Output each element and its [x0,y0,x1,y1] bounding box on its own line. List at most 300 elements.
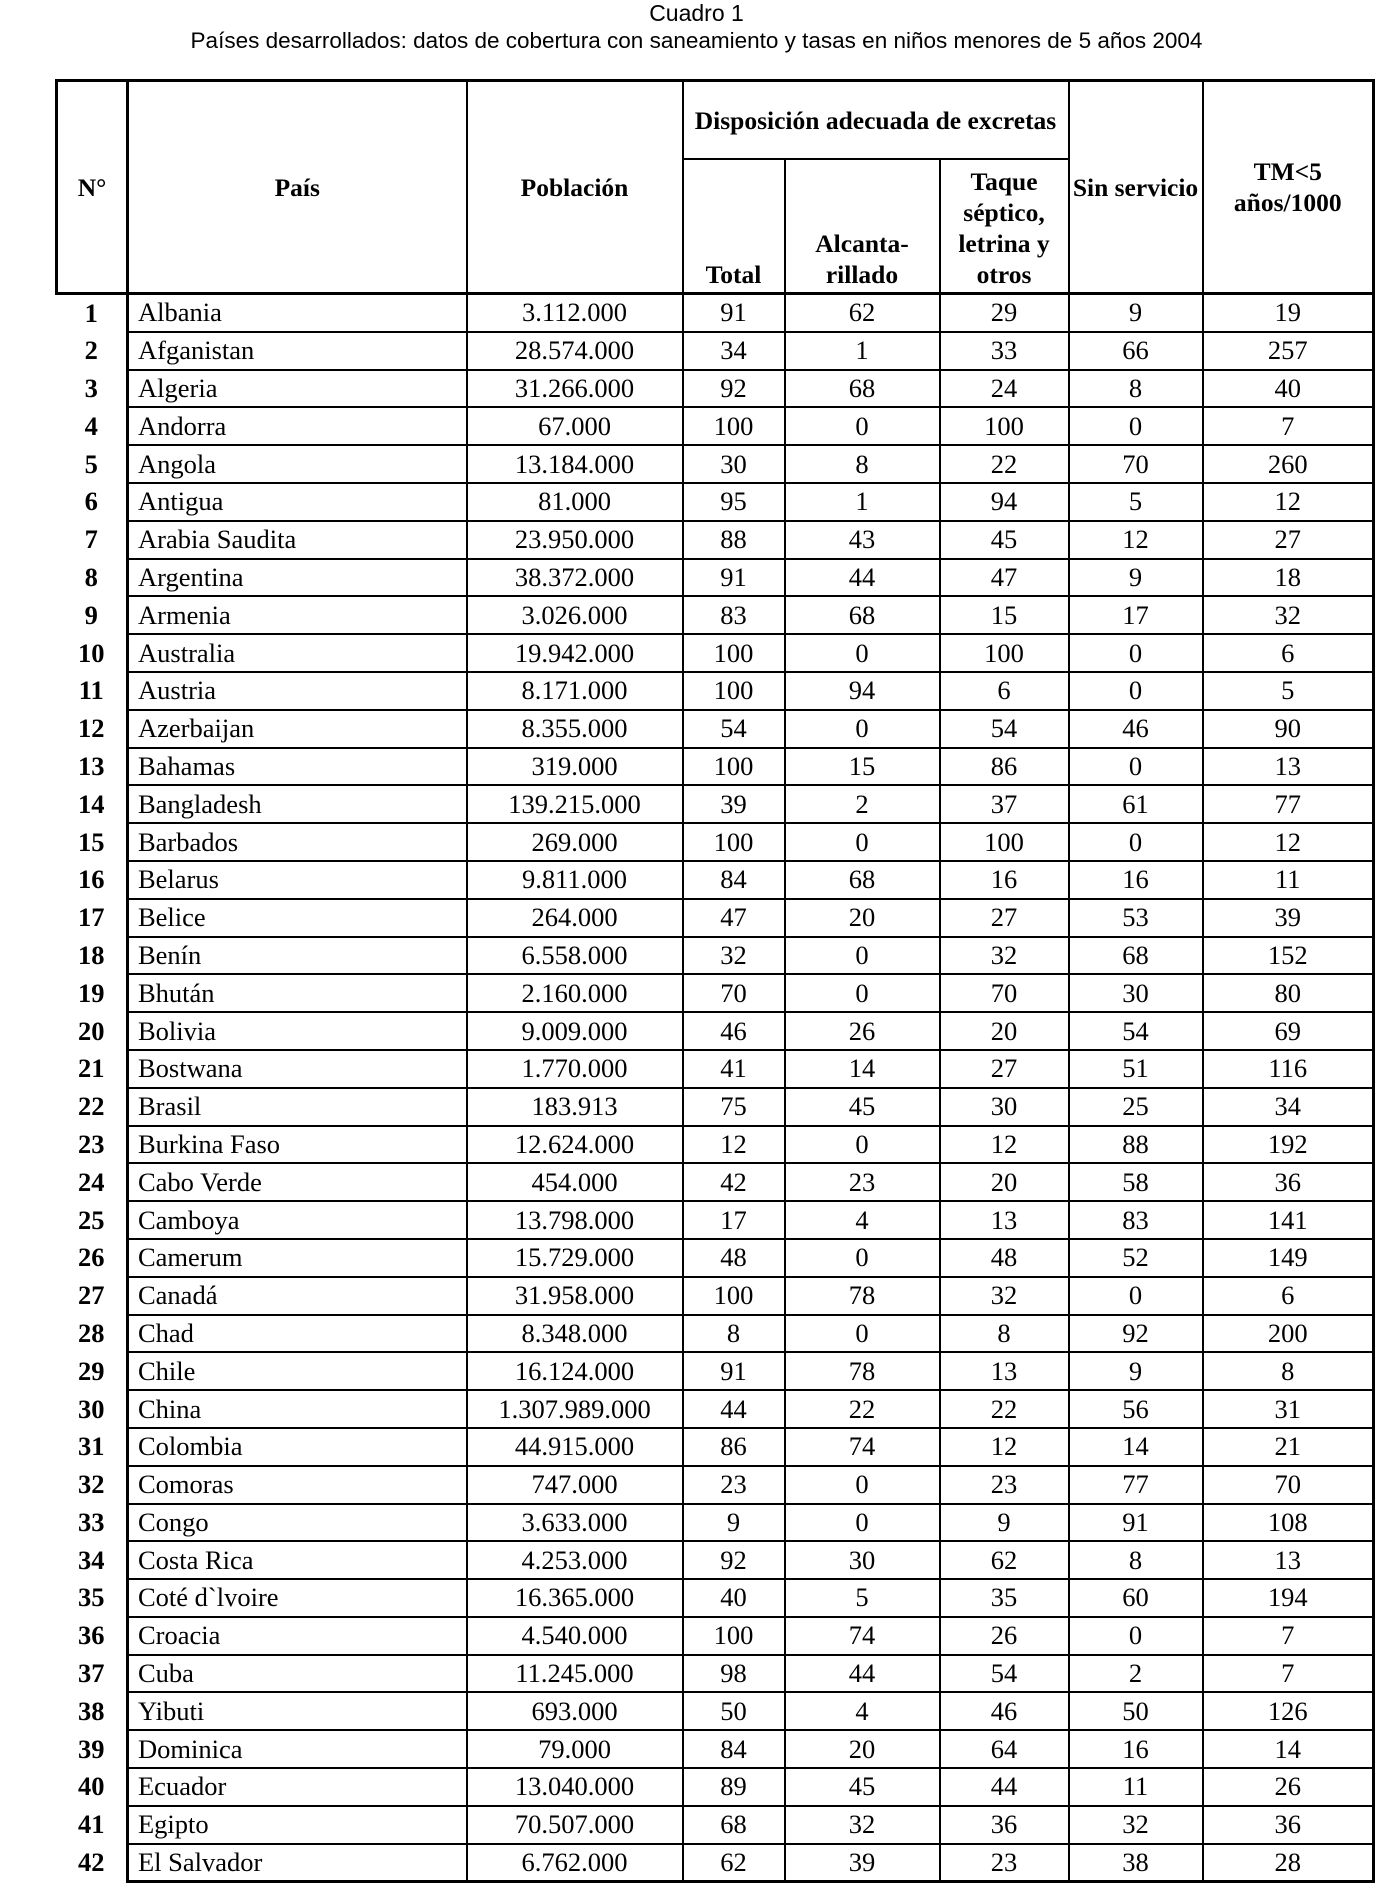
cell-alcantarillado: 74 [785,1617,940,1655]
cell-taque: 54 [940,1655,1069,1693]
cell-tm5: 108 [1203,1504,1374,1542]
cell-tm5: 7 [1203,1655,1374,1693]
cell-alcantarillado: 14 [785,1050,940,1088]
cell-alcantarillado: 15 [785,748,940,786]
cell-total: 70 [683,974,785,1012]
cell-total: 91 [683,1352,785,1390]
cell-pais: Ecuador [128,1768,467,1806]
cell-tm5: 40 [1203,370,1374,408]
cell-pais: Australia [128,634,467,672]
cell-poblacion: 183.913 [467,1088,683,1126]
cell-poblacion: 693.000 [467,1692,683,1730]
cell-alcantarillado: 0 [785,823,940,861]
cell-alcantarillado: 23 [785,1163,940,1201]
cell-taque: 23 [940,1844,1069,1882]
cell-total: 9 [683,1504,785,1542]
cell-tm5: 34 [1203,1088,1374,1126]
cell-poblacion: 44.915.000 [467,1428,683,1466]
cell-total: 100 [683,634,785,672]
cell-poblacion: 13.184.000 [467,445,683,483]
cell-alcantarillado: 43 [785,521,940,559]
cell-sin-servicio: 30 [1069,974,1203,1012]
cell-pais: Angola [128,445,467,483]
cell-no: 27 [57,1277,128,1315]
cell-total: 62 [683,1844,785,1882]
cell-total: 100 [683,748,785,786]
cell-no: 9 [57,596,128,634]
cell-alcantarillado: 20 [785,1730,940,1768]
cell-pais: Cuba [128,1655,467,1693]
cell-pais: Arabia Saudita [128,521,467,559]
cell-taque: 100 [940,407,1069,445]
cell-sin-servicio: 88 [1069,1126,1203,1164]
cell-sin-servicio: 32 [1069,1806,1203,1844]
table-caption-subtitle: Países desarrollados: datos de cobertura con saneamiento y tasas en niños menores de 5 años 2004 [190,28,1203,53]
table-row [57,332,1374,370]
cell-pais: Canadá [128,1277,467,1315]
header-alcantarillado: Alcanta- rillado [785,159,940,294]
cell-tm5: 6 [1203,1277,1374,1315]
cell-pais: El Salvador [128,1844,467,1882]
cell-no: 35 [57,1579,128,1617]
cell-sin-servicio: 52 [1069,1239,1203,1277]
cell-taque: 45 [940,521,1069,559]
cell-sin-servicio: 51 [1069,1050,1203,1088]
cell-tm5: 39 [1203,899,1374,937]
cell-tm5: 116 [1203,1050,1374,1088]
cell-alcantarillado: 0 [785,710,940,748]
cell-no: 39 [57,1730,128,1768]
cell-taque: 70 [940,974,1069,1012]
cell-sin-servicio: 16 [1069,1730,1203,1768]
cell-taque: 35 [940,1579,1069,1617]
cell-sin-servicio: 91 [1069,1504,1203,1542]
cell-pais: Belarus [128,861,467,899]
cell-pais: Antigua [128,483,467,521]
cell-taque: 13 [940,1352,1069,1390]
cell-tm5: 27 [1203,521,1374,559]
cell-taque: 94 [940,483,1069,521]
cell-sin-servicio: 5 [1069,483,1203,521]
table-row [57,1428,1374,1466]
cell-sin-servicio: 70 [1069,445,1203,483]
cell-poblacion: 31.958.000 [467,1277,683,1315]
cell-total: 91 [683,559,785,597]
table-row [57,1504,1374,1542]
cell-poblacion: 4.253.000 [467,1541,683,1579]
cell-poblacion: 454.000 [467,1163,683,1201]
cell-no: 16 [57,861,128,899]
cell-sin-servicio: 8 [1069,1541,1203,1579]
cell-no: 23 [57,1126,128,1164]
cell-poblacion: 8.171.000 [467,672,683,710]
cell-poblacion: 15.729.000 [467,1239,683,1277]
cell-no: 26 [57,1239,128,1277]
cell-pais: Burkina Faso [128,1126,467,1164]
cell-total: 83 [683,596,785,634]
cell-taque: 32 [940,937,1069,975]
cell-poblacion: 747.000 [467,1466,683,1504]
cell-taque: 15 [940,596,1069,634]
cell-taque: 27 [940,1050,1069,1088]
cell-sin-servicio: 0 [1069,748,1203,786]
cell-alcantarillado: 45 [785,1088,940,1126]
cell-total: 95 [683,483,785,521]
table-row [57,634,1374,672]
cell-alcantarillado: 62 [785,294,940,332]
cell-sin-servicio: 66 [1069,332,1203,370]
cell-total: 30 [683,445,785,483]
cell-no: 25 [57,1201,128,1239]
cell-tm5: 13 [1203,1541,1374,1579]
table-row [57,1579,1374,1617]
table-row [57,1655,1374,1693]
cell-no: 20 [57,1012,128,1050]
cell-sin-servicio: 17 [1069,596,1203,634]
cell-tm5: 194 [1203,1579,1374,1617]
cell-poblacion: 2.160.000 [467,974,683,1012]
cell-poblacion: 6.762.000 [467,1844,683,1882]
cell-total: 34 [683,332,785,370]
cell-taque: 44 [940,1768,1069,1806]
table-header [57,81,1374,294]
cell-alcantarillado: 78 [785,1352,940,1390]
cell-alcantarillado: 22 [785,1390,940,1428]
cell-tm5: 21 [1203,1428,1374,1466]
cell-total: 46 [683,1012,785,1050]
table-row [57,1012,1374,1050]
cell-poblacion: 3.112.000 [467,294,683,332]
cell-no: 31 [57,1428,128,1466]
cell-tm5: 31 [1203,1390,1374,1428]
cell-pais: Belice [128,899,467,937]
cell-alcantarillado: 8 [785,445,940,483]
cell-tm5: 13 [1203,748,1374,786]
cell-alcantarillado: 26 [785,1012,940,1050]
cell-pais: Bostwana [128,1050,467,1088]
cell-poblacion: 38.372.000 [467,559,683,597]
cell-sin-servicio: 60 [1069,1579,1203,1617]
cell-taque: 8 [940,1315,1069,1353]
cell-no: 6 [57,483,128,521]
cell-total: 75 [683,1088,785,1126]
cell-no: 7 [57,521,128,559]
cell-taque: 36 [940,1806,1069,1844]
table-row [57,1201,1374,1239]
cell-poblacion: 81.000 [467,483,683,521]
cell-taque: 27 [940,899,1069,937]
cell-pais: Andorra [128,407,467,445]
cell-poblacion: 3.633.000 [467,1504,683,1542]
cell-sin-servicio: 9 [1069,294,1203,332]
cell-alcantarillado: 32 [785,1806,940,1844]
cell-sin-servicio: 77 [1069,1466,1203,1504]
table-row [57,1617,1374,1655]
cell-pais: Yibuti [128,1692,467,1730]
cell-taque: 100 [940,823,1069,861]
table-row [57,596,1374,634]
table-row [57,407,1374,445]
cell-no: 1 [57,294,128,332]
cell-alcantarillado: 0 [785,407,940,445]
cell-poblacion: 70.507.000 [467,1806,683,1844]
cell-sin-servicio: 54 [1069,1012,1203,1050]
cell-no: 8 [57,559,128,597]
cell-poblacion: 269.000 [467,823,683,861]
cell-no: 4 [57,407,128,445]
cell-total: 91 [683,294,785,332]
cell-no: 32 [57,1466,128,1504]
cell-pais: Brasil [128,1088,467,1126]
table-row [57,1806,1374,1844]
cell-pais: Dominica [128,1730,467,1768]
cell-tm5: 257 [1203,332,1374,370]
cell-poblacion: 19.942.000 [467,634,683,672]
table-row [57,899,1374,937]
cell-sin-servicio: 53 [1069,899,1203,937]
table-row [57,1239,1374,1277]
cell-alcantarillado: 68 [785,596,940,634]
cell-sin-servicio: 56 [1069,1390,1203,1428]
cell-total: 44 [683,1390,785,1428]
cell-no: 2 [57,332,128,370]
cell-poblacion: 12.624.000 [467,1126,683,1164]
cell-poblacion: 23.950.000 [467,521,683,559]
cell-pais: Camboya [128,1201,467,1239]
cell-no: 10 [57,634,128,672]
cell-taque: 37 [940,785,1069,823]
table-row [57,483,1374,521]
cell-tm5: 80 [1203,974,1374,1012]
table-row [57,1390,1374,1428]
header-pais: País [128,81,467,294]
header-sin-servicio: Sin servicio [1069,81,1203,294]
cell-sin-servicio: 9 [1069,559,1203,597]
cell-taque: 9 [940,1504,1069,1542]
cell-taque: 22 [940,1390,1069,1428]
table-row [57,710,1374,748]
cell-taque: 23 [940,1466,1069,1504]
cell-total: 88 [683,521,785,559]
cell-total: 100 [683,823,785,861]
cell-alcantarillado: 0 [785,1239,940,1277]
cell-sin-servicio: 14 [1069,1428,1203,1466]
cell-total: 40 [683,1579,785,1617]
cell-alcantarillado: 0 [785,974,940,1012]
cell-poblacion: 319.000 [467,748,683,786]
cell-alcantarillado: 0 [785,1126,940,1164]
cell-alcantarillado: 0 [785,634,940,672]
header-total: Total [683,159,785,294]
table-row [57,294,1374,332]
cell-sin-servicio: 0 [1069,823,1203,861]
cell-tm5: 12 [1203,823,1374,861]
cell-taque: 47 [940,559,1069,597]
cell-sin-servicio: 92 [1069,1315,1203,1353]
cell-pais: Congo [128,1504,467,1542]
cell-tm5: 7 [1203,1617,1374,1655]
cell-no: 15 [57,823,128,861]
header-no: N° [57,81,128,294]
cell-taque: 20 [940,1163,1069,1201]
cell-pais: Austria [128,672,467,710]
cell-tm5: 141 [1203,1201,1374,1239]
cell-sin-servicio: 16 [1069,861,1203,899]
cell-total: 100 [683,1617,785,1655]
cell-pais: Argentina [128,559,467,597]
table-row [57,1768,1374,1806]
cell-taque: 6 [940,672,1069,710]
cell-total: 100 [683,672,785,710]
cell-sin-servicio: 12 [1069,521,1203,559]
cell-poblacion: 31.266.000 [467,370,683,408]
table-row [57,1844,1374,1882]
cell-tm5: 6 [1203,634,1374,672]
cell-alcantarillado: 68 [785,861,940,899]
cell-total: 100 [683,407,785,445]
cell-pais: Albania [128,294,467,332]
table-caption-title: Cuadro 1 [649,0,744,26]
cell-alcantarillado: 39 [785,1844,940,1882]
cell-tm5: 36 [1203,1806,1374,1844]
cell-alcantarillado: 0 [785,1504,940,1542]
cell-total: 84 [683,1730,785,1768]
cell-tm5: 36 [1203,1163,1374,1201]
cell-no: 12 [57,710,128,748]
cell-poblacion: 9.009.000 [467,1012,683,1050]
cell-no: 14 [57,785,128,823]
cell-taque: 13 [940,1201,1069,1239]
cell-taque: 46 [940,1692,1069,1730]
table-row [57,521,1374,559]
cell-no: 36 [57,1617,128,1655]
cell-total: 17 [683,1201,785,1239]
cell-taque: 29 [940,294,1069,332]
cell-pais: Azerbaijan [128,710,467,748]
cell-tm5: 26 [1203,1768,1374,1806]
cell-pais: Afganistan [128,332,467,370]
cell-pais: Colombia [128,1428,467,1466]
cell-no: 21 [57,1050,128,1088]
cell-alcantarillado: 68 [785,370,940,408]
cell-no: 18 [57,937,128,975]
header-tm5: TM<5 años/1000 [1203,81,1374,294]
cell-pais: Chile [128,1352,467,1390]
table-row [57,1730,1374,1768]
cell-sin-servicio: 0 [1069,672,1203,710]
cell-poblacion: 16.365.000 [467,1579,683,1617]
cell-total: 89 [683,1768,785,1806]
table-row [57,1466,1374,1504]
cell-tm5: 149 [1203,1239,1374,1277]
cell-no: 38 [57,1692,128,1730]
cell-taque: 86 [940,748,1069,786]
cell-alcantarillado: 1 [785,483,940,521]
cell-pais: Algeria [128,370,467,408]
cell-alcantarillado: 5 [785,1579,940,1617]
cell-total: 48 [683,1239,785,1277]
cell-alcantarillado: 45 [785,1768,940,1806]
cell-total: 54 [683,710,785,748]
cell-poblacion: 8.355.000 [467,710,683,748]
cell-poblacion: 8.348.000 [467,1315,683,1353]
cell-sin-servicio: 0 [1069,407,1203,445]
cell-tm5: 18 [1203,559,1374,597]
table-body [57,294,1374,1882]
cell-total: 68 [683,1806,785,1844]
cell-sin-servicio: 50 [1069,1692,1203,1730]
cell-pais: Chad [128,1315,467,1353]
cell-taque: 24 [940,370,1069,408]
cell-poblacion: 11.245.000 [467,1655,683,1693]
cell-no: 37 [57,1655,128,1693]
cell-poblacion: 4.540.000 [467,1617,683,1655]
cell-no: 24 [57,1163,128,1201]
table-row [57,937,1374,975]
cell-poblacion: 9.811.000 [467,861,683,899]
cell-tm5: 70 [1203,1466,1374,1504]
table-row [57,1126,1374,1164]
cell-sin-servicio: 83 [1069,1201,1203,1239]
cell-sin-servicio: 9 [1069,1352,1203,1390]
cell-sin-servicio: 38 [1069,1844,1203,1882]
cell-alcantarillado: 30 [785,1541,940,1579]
cell-poblacion: 67.000 [467,407,683,445]
cell-taque: 48 [940,1239,1069,1277]
table-row [57,1352,1374,1390]
cell-poblacion: 3.026.000 [467,596,683,634]
header-poblacion: Población [467,81,683,294]
cell-alcantarillado: 0 [785,937,940,975]
cell-sin-servicio: 2 [1069,1655,1203,1693]
table-row [57,1088,1374,1126]
cell-alcantarillado: 94 [785,672,940,710]
cell-no: 22 [57,1088,128,1126]
cell-pais: Costa Rica [128,1541,467,1579]
cell-no: 40 [57,1768,128,1806]
cell-alcantarillado: 44 [785,1655,940,1693]
header-taque: Taque séptico, letrina y otros [940,159,1069,294]
cell-sin-servicio: 61 [1069,785,1203,823]
cell-total: 41 [683,1050,785,1088]
cell-no: 33 [57,1504,128,1542]
cell-taque: 16 [940,861,1069,899]
cell-poblacion: 264.000 [467,899,683,937]
cell-total: 39 [683,785,785,823]
cell-total: 8 [683,1315,785,1353]
table-row [57,1315,1374,1353]
cell-no: 17 [57,899,128,937]
table-row [57,1163,1374,1201]
cell-tm5: 192 [1203,1126,1374,1164]
cell-tm5: 90 [1203,710,1374,748]
cell-alcantarillado: 4 [785,1692,940,1730]
cell-no: 29 [57,1352,128,1390]
cell-sin-servicio: 0 [1069,1617,1203,1655]
cell-poblacion: 1.307.989.000 [467,1390,683,1428]
cell-tm5: 12 [1203,483,1374,521]
cell-taque: 20 [940,1012,1069,1050]
cell-taque: 64 [940,1730,1069,1768]
cell-tm5: 11 [1203,861,1374,899]
cell-no: 11 [57,672,128,710]
cell-alcantarillado: 0 [785,1315,940,1353]
table-row [57,1692,1374,1730]
cell-poblacion: 16.124.000 [467,1352,683,1390]
cell-pais: Bahamas [128,748,467,786]
table-row [57,370,1374,408]
cell-pais: Bangladesh [128,785,467,823]
